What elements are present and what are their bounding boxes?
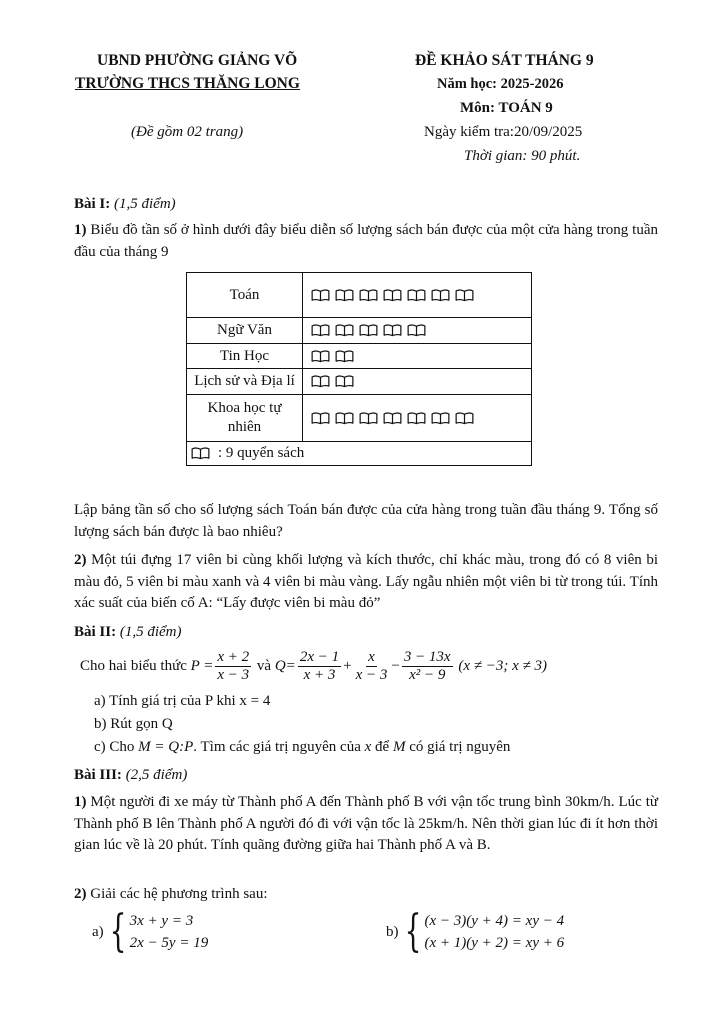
part-c-de: để (375, 739, 390, 755)
chart-row (187, 343, 532, 369)
book-icon (359, 324, 378, 337)
system-a-eq1: 3x + y = 3 (129, 913, 194, 929)
book-icon (335, 375, 354, 388)
book-icon (455, 412, 474, 425)
section-1-q2 (74, 550, 658, 615)
section-2-heading (74, 624, 182, 641)
q-f2-numerator: x (368, 648, 375, 665)
pictograph-chart (186, 272, 532, 466)
book-icon (335, 350, 354, 363)
part-c-prefix: c) Cho (94, 739, 135, 755)
section-3-q2 (74, 884, 268, 905)
plus-sign: + (343, 657, 352, 674)
part-c-expr: M = Q:P (138, 739, 194, 755)
chart-row (187, 369, 532, 395)
category-label: Ngữ Văn (187, 318, 303, 344)
q2-text: Một túi đựng 17 viên bi cùng khối lượng và kích thước, chỉ khác màu, trong đó có 8 viên bi màu đỏ, 5 viên bi màu xanh và 4 viên bi màu vàng. Lấy ngẫu nhiên một viên bi từ trong túi. Tính xác suất của biến cố A: “Lấy được viên bi màu đỏ” (74, 552, 659, 611)
chart-legend (187, 442, 532, 466)
chart-row (187, 395, 532, 442)
icon-group (311, 412, 531, 425)
s3-q2-text: Giải các hệ phương trình sau: (90, 886, 268, 902)
book-icon (383, 412, 402, 425)
category-icons (303, 318, 532, 344)
header-page-note: (Đề gồm 02 trang) (131, 124, 244, 140)
system-b-label: b) (386, 923, 399, 940)
system-a-eq2: 2x − 5y = 19 (129, 935, 209, 951)
icon-group (311, 350, 511, 363)
book-icon (311, 375, 330, 388)
q-f3-denominator: x² − 9 (409, 666, 446, 683)
system-b-equations (425, 910, 565, 954)
q1-number: 1) (74, 222, 87, 238)
book-icon (407, 289, 426, 302)
s3-q1-number: 1) (74, 794, 87, 810)
q1-followup: Lập bảng tần số cho số lượng sách Toán bán được của cửa hàng trong tuần đầu tháng 9. Tổng số lượng sách bán được là bao nhiêu? (74, 502, 658, 540)
category-icons (303, 343, 532, 369)
p-numerator: x + 2 (217, 648, 250, 665)
book-icon (335, 324, 354, 337)
book-icon (335, 412, 354, 425)
chart-row (187, 273, 532, 318)
category-icons (303, 369, 532, 395)
exam-date: Ngày kiểm tra:20/09/2025 (424, 124, 583, 140)
category-icons (303, 395, 532, 442)
subject: Môn: TOÁN 9 (460, 100, 553, 116)
part-a: a) Tính giá trị của P khi x = 4 (94, 693, 271, 709)
book-icon (359, 289, 378, 302)
book-icon (311, 289, 330, 302)
q-f3-numerator: 3 − 13x (403, 648, 451, 665)
chart-row (187, 318, 532, 344)
legend-label: : 9 quyển sách (218, 445, 305, 462)
header-school-text: TRƯỜNG THCS THĂNG LONG (75, 75, 300, 92)
q-fraction-3 (402, 649, 453, 684)
icon-group (311, 324, 511, 337)
section-1-q1 (74, 220, 658, 263)
chart-legend-row (187, 442, 532, 466)
and-word: và (256, 657, 272, 674)
section-1-title: Bài I: (74, 196, 111, 212)
section-2-title: Bài II: (74, 624, 117, 640)
section-2-points: (1,5 điểm) (119, 624, 182, 640)
part-c-text: . Tìm các giá trị nguyên của (193, 739, 361, 755)
book-icon (311, 350, 330, 363)
p-denominator: x − 3 (217, 666, 250, 683)
q-label: Q= (274, 657, 296, 674)
q-f1-denominator: x + 3 (303, 666, 336, 683)
q1-text: Biểu đồ tần số ở hình dưới đây biểu diễn số lượng sách bán được của một cửa hàng trong tuần đầu của tháng 9 (74, 222, 659, 260)
part-c-x: x (364, 739, 372, 755)
part-b: b) Rút gọn Q (94, 716, 173, 732)
school-year: Năm học: 2025-2026 (437, 76, 564, 92)
p-fraction (215, 649, 251, 684)
brace-icon: { (404, 906, 421, 957)
minus-sign: − (391, 657, 400, 674)
header-ward: UBND PHƯỜNG GIẢNG VÕ (97, 52, 298, 69)
section-3-heading (74, 767, 187, 784)
exam-duration: Thời gian: 90 phút. (464, 148, 581, 164)
book-icon (455, 289, 474, 302)
category-label: Lịch sử và Địa lí (187, 369, 303, 395)
section-1-heading (74, 196, 176, 213)
section-3-q1 (74, 792, 658, 857)
part-c-m: M (392, 739, 406, 755)
book-icon (431, 289, 450, 302)
system-b-eq1: (x − 3)(y + 4) = xy − 4 (424, 913, 565, 929)
header-school (75, 75, 300, 93)
book-icon (191, 447, 210, 460)
book-icon (311, 412, 330, 425)
section-3-title: Bài III: (74, 767, 122, 783)
category-label: Toán (187, 273, 303, 318)
s3-q2-number: 2) (74, 886, 87, 902)
q-f2-denominator: x − 3 (355, 666, 388, 683)
system-b-eq2: (x + 1)(y + 2) = xy + 6 (424, 935, 565, 951)
book-icon (383, 289, 402, 302)
book-icon (407, 412, 426, 425)
book-icon (335, 289, 354, 302)
system-a-equations (130, 910, 209, 954)
s3-q1-text: Một người đi xe máy từ Thành phố A đến Thành phố B với vận tốc trung bình 30km/h. Lúc từ Thành phố B lên Thành phố A người đó đi với vận tốc là 25km/h. Nên thời gian lúc đi ít hơn thời gian lúc về là 20 phút. Tính quãng đường giữa hai Thành phố A và B. (74, 794, 658, 853)
book-icon (383, 324, 402, 337)
section-1-points: (1,5 điểm) (114, 196, 176, 212)
expr-intro: Cho hai biểu thức (80, 657, 187, 674)
system-a (92, 906, 209, 957)
expressions-line (80, 645, 547, 687)
book-icon (311, 324, 330, 337)
system-a-label: a) (92, 923, 104, 940)
section-3-points: (2,5 điểm) (125, 767, 188, 783)
part-c (94, 737, 510, 758)
icon-group (311, 289, 511, 302)
part-c-end: có giá trị nguyên (409, 739, 511, 755)
book-icon (359, 412, 378, 425)
category-label: Tin Học (187, 343, 303, 369)
category-label: Khoa học tự nhiên (187, 395, 303, 442)
q-fraction-1 (298, 649, 341, 684)
condition: (x ≠ −3; x ≠ 3) (458, 657, 547, 674)
system-b (386, 906, 565, 957)
book-icon (407, 324, 426, 337)
q-f1-numerator: 2x − 1 (299, 648, 340, 665)
category-icons (303, 273, 532, 318)
icon-group (311, 375, 511, 388)
brace-icon: { (109, 906, 127, 957)
book-icon (431, 412, 450, 425)
exam-title: ĐỀ KHẢO SÁT THÁNG 9 (415, 52, 594, 69)
p-label: P = (190, 657, 214, 674)
q-fraction-2 (354, 649, 390, 684)
q2-number: 2) (74, 552, 87, 568)
